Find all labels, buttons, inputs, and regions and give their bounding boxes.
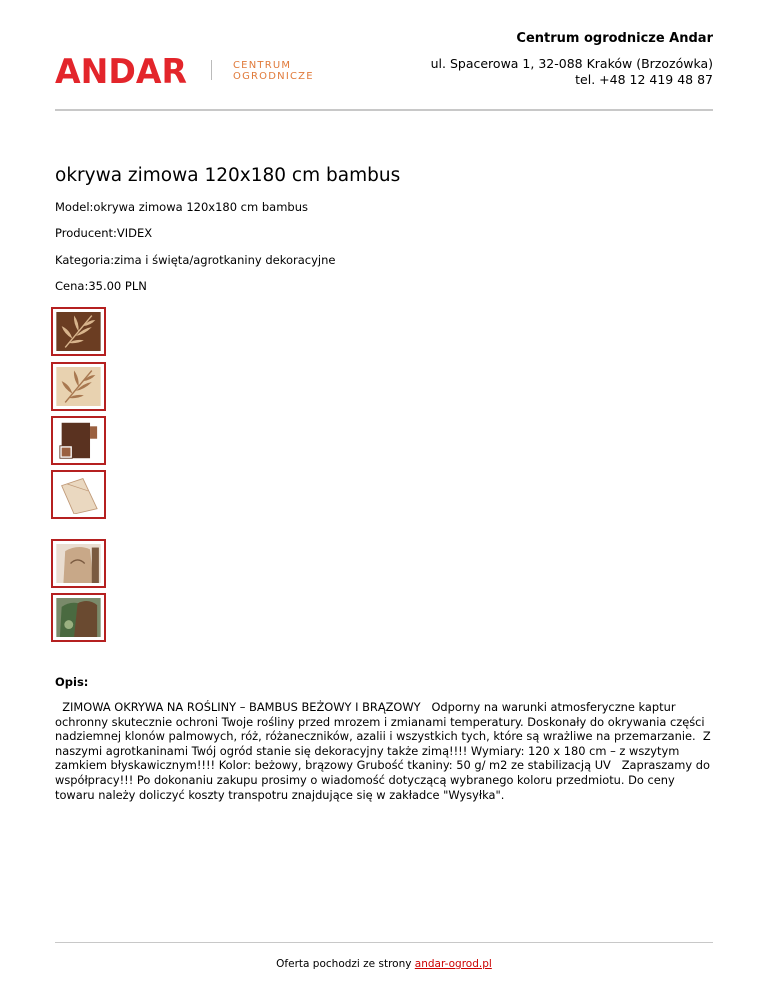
thumbnail-2[interactable] [51, 362, 106, 411]
product-category: Kategoria:zima i święta/agrotkaniny dekoracyjne [55, 253, 336, 267]
footer-divider [55, 942, 713, 943]
footer [0, 958, 768, 970]
andar-logo [55, 54, 315, 86]
thumbnail-6[interactable] [51, 593, 106, 642]
company-name: Centrum ogrodnicze Andar [516, 31, 713, 46]
logo-brand-text: ANDAR [55, 54, 187, 86]
beige-cover-fold-icon [56, 475, 101, 514]
thumbnail-4[interactable] [51, 470, 106, 519]
brown-cover-photo-icon [56, 421, 101, 460]
thumbnail-3[interactable] [51, 416, 106, 465]
logo-sub-text-1: CENTRUM [233, 60, 292, 71]
logo-sub-text-2: OGRODNICZE [233, 71, 314, 82]
product-producer: Producent:VIDEX [55, 226, 153, 240]
thumbnail-1[interactable] [51, 307, 106, 356]
description-text: ZIMOWA OKRYWA NA ROŚLINY – BAMBUS BEŻOWY I BRĄZOWY Odporny na warunki atmosferyczne kaptur ochronny skutecznie ochroni Twoje rośliny przed mrozem i zmianami temperatury. Doskonały do okrywania części nadziemnej klonów palmowych, róż, różaneczników, azalii i wszystkich tych, które są wrażliwe na przemarzanie. Z naszymi agrotkaninami Twój ogród stanie się dekoracyjny także zimą!!!! Wymiary: 120 x 180 cm – z wszytym zamkiem błyskawicznym!!!! Kolor: beżowy, brązowy Grubość tkaniny: 50 g/ m2 ze stabilizacją UV Zapraszamy do współpracy!!! Po dokonaniu zakupu prosimy o wiadomość dotyczącą wybranego koloru przedmiotu. Do ceny towaru należy doliczyć koszty transpotru znajdujące się w zakładce "Wysyłka". [55, 700, 715, 802]
beige-bamboo-cover-icon [56, 367, 101, 406]
andar-logo-icon [55, 54, 315, 86]
covered-plant-brown-icon [56, 598, 101, 637]
address-line: ul. Spacerowa 1, 32-088 Kraków (Brzozówka) [430, 56, 713, 71]
product-price: Cena:35.00 PLN [55, 279, 147, 293]
description-label: Opis: [55, 675, 89, 689]
product-model: Model:okrywa zimowa 120x180 cm bambus [55, 200, 308, 214]
brown-bamboo-cover-icon [56, 312, 101, 351]
footer-site-link[interactable]: andar-ogrod.pl [414, 958, 492, 970]
covered-plant-beige-icon [56, 544, 101, 583]
header-divider [55, 109, 713, 111]
phone-line: tel. +48 12 419 48 87 [575, 72, 713, 87]
thumbnail-5[interactable] [51, 539, 106, 588]
product-title: okrywa zimowa 120x180 cm bambus [55, 165, 401, 186]
footer-prefix: Oferta pochodzi ze strony [276, 958, 415, 970]
page-header [55, 28, 713, 110]
company-contact [431, 56, 713, 88]
